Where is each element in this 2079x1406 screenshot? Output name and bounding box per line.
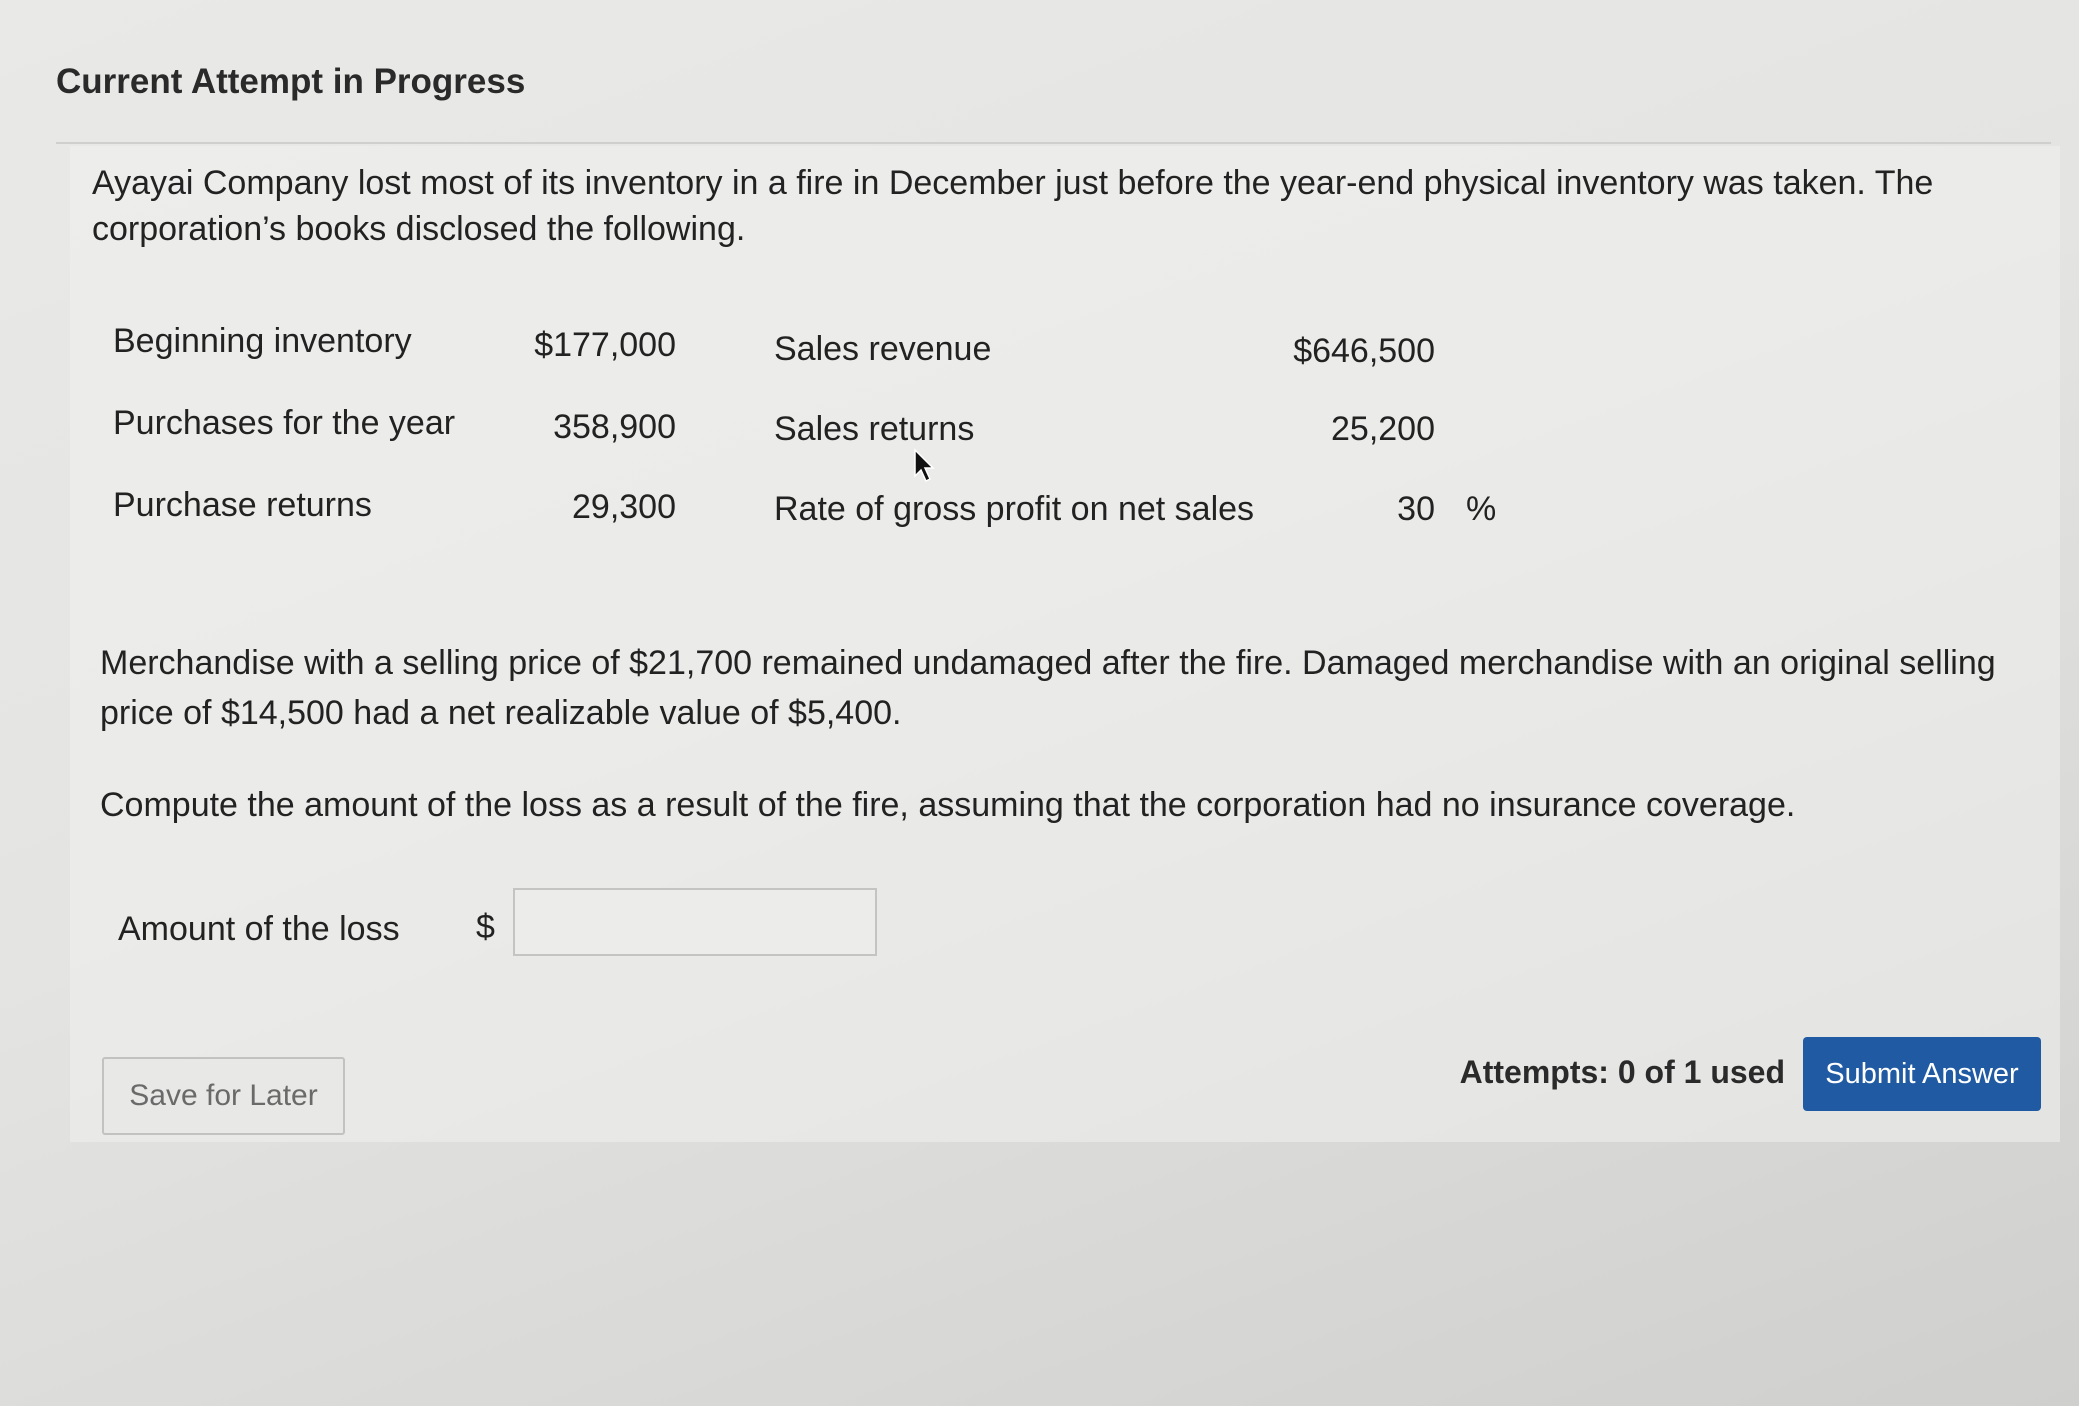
percent-unit: % <box>1466 490 1497 528</box>
sales-returns-value: 25,200 <box>1331 410 1435 448</box>
loss-amount-label: Amount of the loss <box>118 910 400 948</box>
page-title: Current Attempt in Progress <box>56 62 526 101</box>
sales-revenue-label: Sales revenue <box>774 330 992 368</box>
purchases-label: Purchases for the year <box>113 404 456 442</box>
header-divider <box>56 142 2051 144</box>
purchase-returns-label: Purchase returns <box>113 486 372 524</box>
instruction-text: Compute the amount of the loss as a result of the fire, assuming that the corporation had no insurance coverage. <box>100 786 1796 824</box>
gross-profit-rate-value: 30 <box>1397 490 1435 528</box>
question-intro: Ayayai Company lost most of its inventory in a fire in December just before the year-end physical inventory was taken. The corporation’s books disclosed the following. <box>92 164 1934 248</box>
merchandise-paragraph: Merchandise with a selling price of $21,700 remained undamaged after the fire. Damaged merchandise with an original selling price of $14,500 had a net realizable value of $5,400. <box>100 644 1996 732</box>
beginning-inventory-value: $177,000 <box>534 326 676 364</box>
sales-revenue-value: $646,500 <box>1293 332 1435 370</box>
submit-answer-button[interactable]: Submit Answer <box>1803 1037 2041 1111</box>
purchase-returns-value: 29,300 <box>572 488 676 526</box>
currency-symbol: $ <box>476 908 495 946</box>
loss-amount-input[interactable] <box>513 888 877 956</box>
purchases-value: 358,900 <box>553 408 676 446</box>
sales-returns-label: Sales returns <box>774 410 975 448</box>
attempts-counter: Attempts: 0 of 1 used <box>1459 1054 1785 1090</box>
gross-profit-rate-label: Rate of gross profit on net sales <box>774 490 1255 528</box>
save-for-later-button[interactable]: Save for Later <box>102 1057 345 1135</box>
beginning-inventory-label: Beginning inventory <box>113 322 412 360</box>
mouse-cursor-icon <box>913 448 935 484</box>
